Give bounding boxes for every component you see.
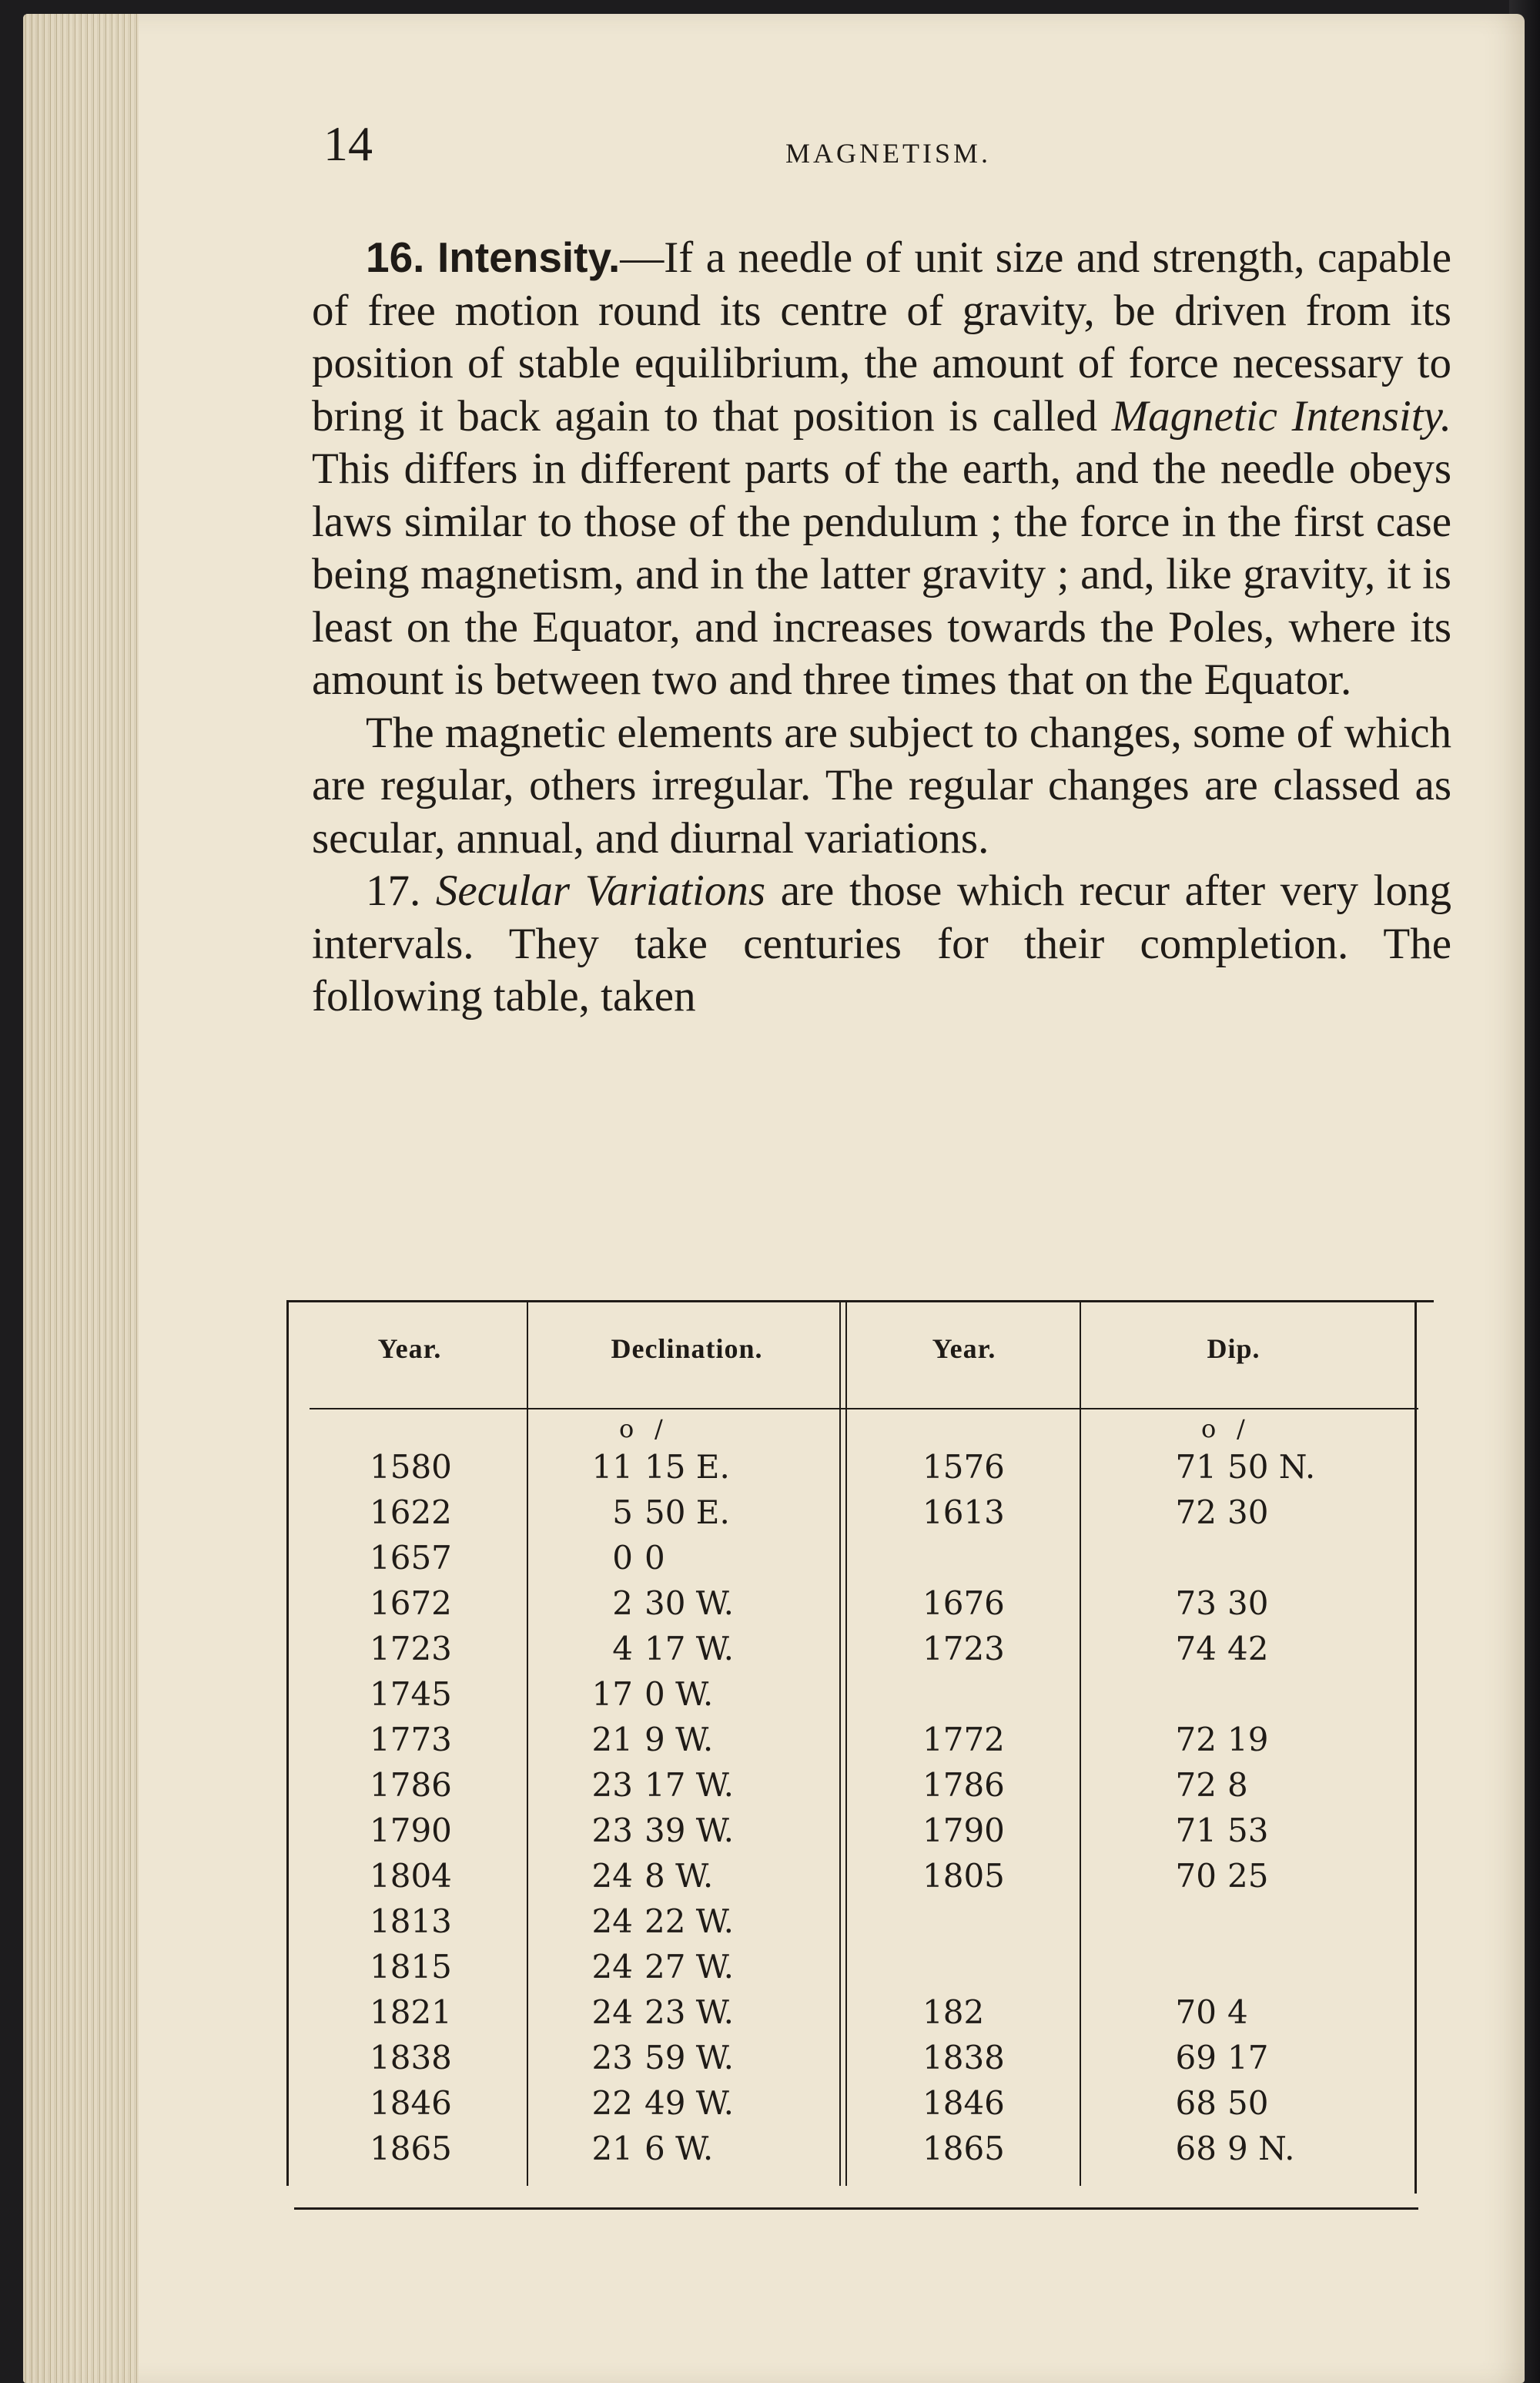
declination-minutes-cell: 23 W.	[644, 1993, 734, 2031]
declination-minutes-cell: 9 W.	[644, 1721, 714, 1758]
declination-minutes-cell: 49 W.	[644, 2084, 734, 2122]
table-row	[286, 2130, 1434, 2175]
dip-degrees-cell: 69	[1175, 2039, 1217, 2076]
table-row	[286, 1993, 1434, 2039]
body-text	[312, 231, 1451, 1024]
dip-year-cell: 1576	[922, 1448, 1005, 1486]
declination-year-cell: 1846	[370, 2084, 452, 2122]
declination-year-cell: 1790	[370, 1812, 452, 1849]
dip-minutes-cell: 50	[1227, 2084, 1269, 2122]
section-17-text: are those which recur after very long intervals. They take centuries for their completion. The following table, taken	[312, 866, 1451, 1021]
table-row	[286, 1414, 1434, 1493]
magnetic-intensity-term: Magnetic Intensity.	[1111, 391, 1451, 441]
table-row	[286, 1812, 1434, 1857]
dip-year-cell: 1786	[922, 1766, 1005, 1804]
section-17-title: Secular Variations	[435, 866, 766, 915]
dip-degrees-cell: 72	[1175, 1721, 1217, 1758]
dip-year-cell: 1676	[922, 1584, 1005, 1622]
dip-year-cell: 1772	[922, 1721, 1005, 1758]
dip-degrees-cell: 72	[1175, 1493, 1217, 1531]
declination-degrees-cell: 11	[591, 1448, 633, 1486]
declination-year-cell: 1773	[370, 1721, 452, 1758]
declination-minutes-cell: 30 W.	[644, 1584, 734, 1622]
declination-year-cell: 1838	[370, 2039, 452, 2076]
dip-minutes-cell: 19	[1227, 1721, 1269, 1758]
dip-year-cell: 1723	[922, 1630, 1005, 1667]
dip-degrees-cell: 68	[1175, 2084, 1217, 2122]
dip-degrees-cell: 68	[1175, 2130, 1217, 2167]
dip-year-cell: 1790	[922, 1812, 1005, 1849]
declination-minutes-cell: 0 W.	[644, 1675, 714, 1713]
table-row	[286, 1675, 1434, 1721]
declination-minutes-cell: 50 E.	[644, 1493, 730, 1531]
table-row	[286, 1721, 1434, 1766]
dip-minutes-cell: 8	[1227, 1766, 1248, 1804]
header-year-dip: Year.	[932, 1333, 996, 1364]
dip-year-cell: 1805	[922, 1857, 1005, 1895]
dip-minutes-cell: 25	[1227, 1857, 1269, 1895]
declination-degrees-cell: 17	[591, 1675, 633, 1713]
page-header	[300, 116, 1455, 177]
dip-minutes-cell: 30	[1227, 1493, 1269, 1531]
header-declination: Declination.	[611, 1333, 763, 1364]
dip-degrees-cell: 73	[1175, 1584, 1217, 1622]
table-top-rule	[286, 1300, 1434, 1302]
dip-degrees-cell: 74	[1175, 1630, 1217, 1667]
dip-minutes-cell: 50 N.	[1227, 1448, 1316, 1486]
declination-minutes-cell: 0	[644, 1539, 665, 1577]
dip-degrees-cell: 71	[1175, 1812, 1217, 1849]
declination-degrees-cell: 22	[591, 2084, 633, 2122]
running-head: MAGNETISM.	[785, 138, 992, 169]
declination-degrees-cell: 23	[591, 1812, 633, 1849]
declination-minutes-cell: 59 W.	[644, 2039, 734, 2076]
dip-minutes-cell: 53	[1227, 1812, 1269, 1849]
header-dip: Dip.	[1207, 1333, 1260, 1364]
declination-degrees-cell: 24	[591, 1902, 633, 1940]
dip-year-cell: 1846	[922, 2084, 1005, 2122]
section-16-text-2: This differs in different parts of the earth, and the needle obeys laws similar to those of the pendulum ; the force in the first case being magnetism, and in the latter gravity ; and, like gravity, it is least on the Equator, and increases towards the Poles, where its amount is between two and three times that on the Equator.	[312, 444, 1451, 704]
declination-year-cell: 1580	[370, 1448, 452, 1486]
dip-minute-mark: /	[1237, 1414, 1245, 1443]
dip-year-cell: 1613	[922, 1493, 1005, 1531]
dip-minutes-cell: 17	[1227, 2039, 1269, 2076]
declination-year-cell: 1821	[370, 1993, 452, 2031]
declination-degrees-cell: 24	[591, 1993, 633, 2031]
dip-minutes-cell: 9 N.	[1227, 2130, 1295, 2167]
section-16-text-1: —If a needle of unit size and strength, capable of free motion round its centre of gravity, be driven from its position of stable equilibrium, the amount of force necessary to bring it back again to that position is called	[312, 233, 1451, 441]
declination-minutes-cell: 6 W.	[644, 2130, 714, 2167]
declination-year-cell: 1804	[370, 1857, 452, 1895]
declination-year-cell: 1745	[370, 1675, 452, 1713]
declination-year-cell: 1813	[370, 1902, 452, 1940]
declination-year-cell: 1622	[370, 1493, 452, 1531]
page-number: 14	[323, 116, 373, 171]
declination-degree-mark: o	[619, 1414, 634, 1443]
section-17-paragraph	[312, 865, 1451, 1024]
dip-degrees-cell: 71	[1175, 1448, 1217, 1486]
declination-degrees-cell: 5	[612, 1493, 633, 1531]
dip-year-cell: 182	[922, 1993, 985, 2031]
table-row	[286, 1902, 1434, 1948]
declination-minutes-cell: 27 W.	[644, 1948, 734, 1986]
declination-minutes-cell: 39 W.	[644, 1812, 734, 1849]
declination-minute-mark: /	[654, 1414, 663, 1443]
table-header-rule	[310, 1408, 1418, 1409]
declination-degrees-cell: 2	[612, 1584, 633, 1622]
declination-year-cell: 1657	[370, 1539, 452, 1577]
dip-year-cell: 1865	[922, 2130, 1005, 2167]
dip-degrees-cell: 72	[1175, 1766, 1217, 1804]
dip-year-cell: 1838	[922, 2039, 1005, 2076]
table-row	[286, 1948, 1434, 1993]
table-body	[286, 1414, 1434, 2175]
dip-degree-mark: o	[1201, 1414, 1217, 1443]
declination-minutes-cell: 17 W.	[644, 1630, 734, 1667]
declination-minutes-cell: 15 E.	[644, 1448, 730, 1486]
declination-year-cell: 1723	[370, 1630, 452, 1667]
declination-degrees-cell: 24	[591, 1857, 633, 1895]
page-edges	[23, 14, 139, 2383]
declination-minutes-cell: 22 W.	[644, 1902, 734, 1940]
table-row	[286, 1630, 1434, 1675]
variations-table	[286, 1300, 1434, 2217]
declination-degrees-cell: 24	[591, 1948, 633, 1986]
table-row	[286, 1857, 1434, 1902]
section-16-paragraph	[312, 231, 1451, 707]
declination-year-cell: 1786	[370, 1766, 452, 1804]
table-row	[286, 1493, 1434, 1539]
dip-minutes-cell: 4	[1227, 1993, 1248, 2031]
table-row	[286, 1766, 1434, 1812]
table-row	[286, 1539, 1434, 1584]
table-bottom-rule	[294, 2207, 1418, 2210]
declination-degrees-cell: 23	[591, 1766, 633, 1804]
declination-degrees-cell: 21	[591, 1721, 633, 1758]
dip-degrees-cell: 70	[1175, 1993, 1217, 2031]
declination-year-cell: 1672	[370, 1584, 452, 1622]
section-16-title: Intensity.	[437, 233, 621, 281]
declination-minutes-cell: 17 W.	[644, 1766, 734, 1804]
table-row	[286, 2039, 1434, 2084]
dip-minutes-cell: 30	[1227, 1584, 1269, 1622]
declination-degrees-cell: 23	[591, 2039, 633, 2076]
changes-paragraph: The magnetic elements are subject to changes, some of which are regular, others irregular. The regular changes are classed as secular, annual, and diurnal variations.	[312, 708, 1451, 863]
dip-degrees-cell: 70	[1175, 1857, 1217, 1895]
declination-degrees-cell: 4	[612, 1630, 633, 1667]
section-17-number: 17.	[366, 866, 421, 915]
declination-degrees-cell: 21	[591, 2130, 633, 2167]
section-16-number: 16.	[366, 233, 425, 281]
declination-minutes-cell: 8 W.	[644, 1857, 714, 1895]
dip-minutes-cell: 42	[1227, 1630, 1269, 1667]
header-year-declination: Year.	[377, 1333, 442, 1364]
table-row	[286, 1584, 1434, 1630]
declination-year-cell: 1865	[370, 2130, 452, 2167]
table-row	[286, 2084, 1434, 2130]
declination-degrees-cell: 0	[612, 1539, 633, 1577]
declination-year-cell: 1815	[370, 1948, 452, 1986]
